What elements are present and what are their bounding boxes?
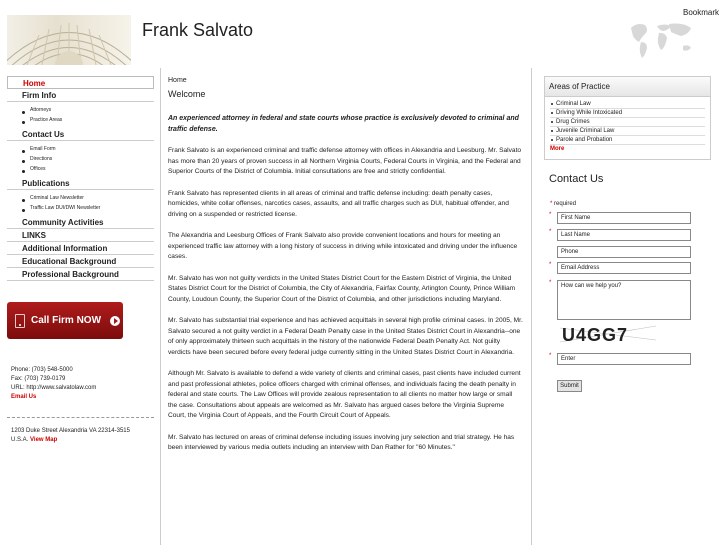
message-textarea[interactable]: How can we help you? [557,280,691,320]
body-paragraph: The Alexandria and Leesburg Offices of Frank Salvato also provide convenient locations and hours for meeting an experienced traffic law attorney with a long history of success in driving while intoxicated and driving under the influence cases. [168,232,518,260]
areas-more-link[interactable]: More [550,146,565,152]
header [0,0,727,68]
address-country: U.S.A. [11,437,29,443]
required-asterisk: * [549,280,552,286]
nav-educational-background[interactable]: Educational Background [7,255,154,268]
website-url: URL: http://www.salvatolaw.com [11,385,97,391]
first-name-field[interactable]: First Name [557,212,691,224]
nav-professional-background[interactable]: Professional Background [7,268,154,281]
required-asterisk: * [549,262,552,268]
contact-form-title: Contact Us [549,173,604,185]
submit-button[interactable]: Submit [557,380,582,392]
office-address [11,427,156,445]
divider [7,417,154,418]
play-arrow-icon [110,316,120,326]
area-driving-while-intoxicated[interactable]: Driving While Intoxicated [550,109,705,118]
call-firm-now-button[interactable] [7,302,123,339]
nav-practice-areas[interactable]: Practice Areas [7,115,154,125]
contact-info [11,366,156,402]
required-asterisk: * [550,201,553,207]
page-title: Welcome [168,88,206,99]
address-line: 1203 Duke Street Alexandria VA 22314-3515 [11,428,130,434]
main-content [168,76,523,454]
body-paragraph: Frank Salvato has represented clients in all areas of criminal and traffic defense including: death penalty cases, homicides, white collar offenses, narcotics cases, assaults, and all traffic charges such as DUI, habitual offender, and driving on a suspended or restricted license. [168,189,509,218]
nav-home[interactable]: Home [7,76,154,89]
capitol-dome-logo [7,15,131,65]
breadcrumb[interactable]: Home [168,77,187,84]
body-paragraph: Frank Salvato is an experienced criminal and traffic defense attorney with offices in Alexandria and Leesburg. Mr. Salvato has more than 20 years of proven success in all Northern Virginia Courts, Federal Courts in Virginia, and the Federal and Superior Courts of the District of Columbia. Initial consultations are free and strictly confidential. [168,147,522,175]
body-paragraph: Mr. Salvato has won not guilty verdicts in the United States District Court for the Eastern District of Virginia, the United States District Court for the District of Columbia, the City of Alexandria, Fairfax County, Arlington County, Prince William County, Loudoun County, the Superior Court of the District of Columbia, and other jurisdictions including Maryland. [168,274,516,303]
nav-contact-us[interactable]: Contact Us [7,128,154,141]
captcha-text: U4GG7 [562,325,629,345]
required-asterisk: * [549,229,552,235]
nav-email-form[interactable]: Email Form [7,144,154,154]
nav-offices[interactable]: Offices [7,164,154,174]
view-map-link[interactable]: View Map [30,437,58,443]
captcha-image [560,322,656,346]
nav-criminal-law-newsletter[interactable]: Criminal Law Newsletter [7,193,154,203]
phone-number: Phone: (703) 548-5000 [11,367,73,373]
area-juvenile-criminal-law[interactable]: Juvenile Criminal Law [550,127,705,136]
nav-community-activities[interactable]: Community Activities [7,216,154,229]
nav-links[interactable]: LINKS [7,229,154,242]
email-us-link[interactable]: Email Us [11,394,37,400]
area-parole-and-probation[interactable]: Parole and Probation [550,136,705,145]
captcha-input[interactable]: Enter [557,353,691,365]
required-asterisk: * [549,212,552,218]
body-paragraph: Although Mr. Salvato is available to defend a wide variety of clients and criminal cases, past clients have included current and past professional athletes, police officers charged with criminal offenses, and individuals facing the death penalty in federal and state courts. The Law Offices will provide zealous representation to all clients no matter how large or small the case. Consultations about appeals are welcomed as Mr. Salvato has argued cases before the Virginia Supreme Court, the Virginia Court of Appeals, and the Fourth Circuit Court of Appeals. [168,370,521,419]
required-asterisk: * [549,353,552,359]
nav-firm-info[interactable]: Firm Info [7,89,154,102]
left-navigation [7,76,154,281]
site-title: Frank Salvato [142,20,254,40]
area-criminal-law[interactable]: Criminal Law [550,100,705,109]
intro-statement: An experienced attorney in federal and state courts whose practice is exclusively devoted to criminal and traffic defense. [168,115,519,133]
areas-of-practice-title: Areas of Practice [545,77,710,97]
area-drug-crimes[interactable]: Drug Crimes [550,118,705,127]
call-firm-now-label: Call Firm NOW [31,315,102,326]
last-name-field[interactable]: Last Name [557,229,691,241]
body-paragraph: Mr. Salvato has substantial trial experience and has achieved acquittals in several high profile criminal cases. In 2005, Mr. Salvato secured a not guilty verdict in a Federal Death Penalty case in the United States District Court in Alexandria--one of only approximately thirteen such acquittals in the history of the nationwide Federal Death Penalty Act. Not guilty verdicts have been secured before every federal judge currently sitting in the United States District Court in Alexandria. [168,317,523,356]
body-paragraph: Mr. Salvato has lectured on areas of criminal defense including issues involving jury selection and trial strategy. He has been interviewed by various media outlets including an interview with Dan Rather for "60 Minutes." [168,433,515,451]
required-note: * required [550,201,577,207]
nav-additional-information[interactable]: Additional Information [7,242,154,255]
nav-traffic-law-newsletter[interactable]: Traffic Law DUI/DWI Newsletter [7,203,154,213]
email-field[interactable]: Email Address [557,262,691,274]
nav-attorneys[interactable]: Attorneys [7,105,154,115]
areas-of-practice-panel [544,76,711,160]
nav-publications[interactable]: Publications [7,177,154,190]
divider [160,68,161,545]
fax-number: Fax: (703) 739-0179 [11,376,66,382]
phone-icon [15,314,25,328]
phone-field[interactable]: Phone [557,246,691,258]
nav-directions[interactable]: Directions [7,154,154,164]
world-map-graphic [627,18,697,60]
divider [531,68,532,545]
bookmark-link[interactable]: Bookmark [682,8,719,17]
